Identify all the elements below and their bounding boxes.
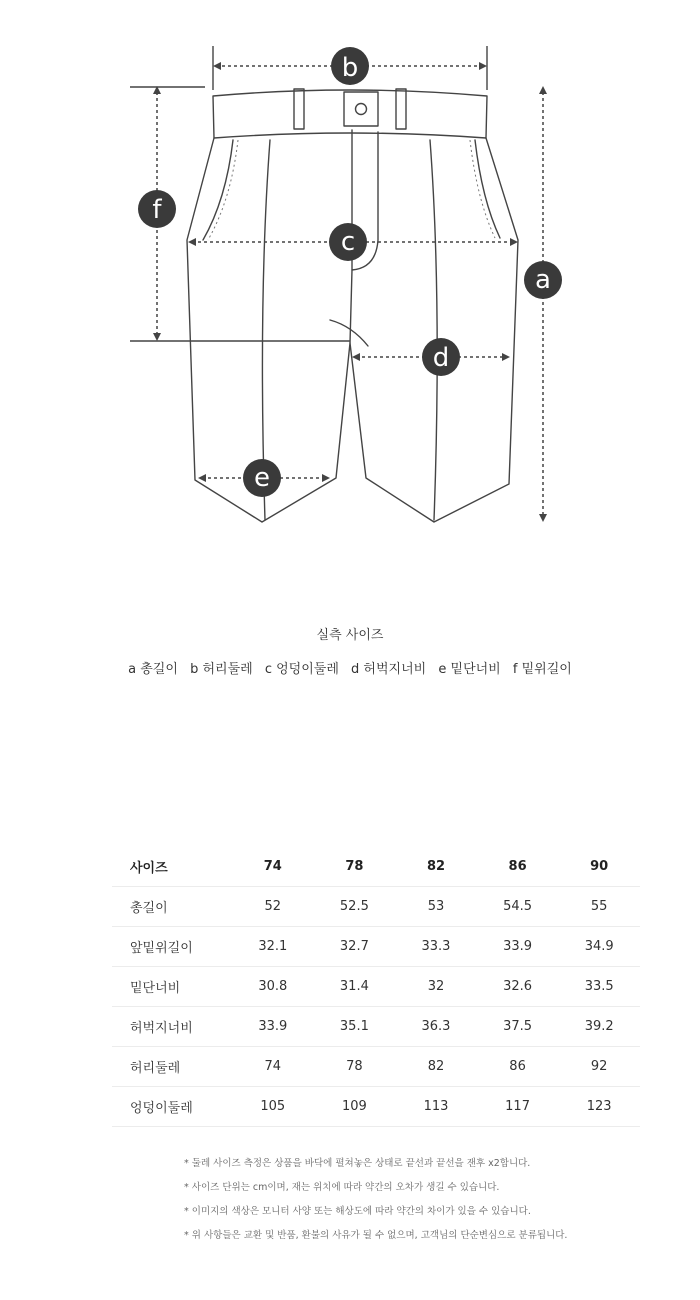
table-row [112,1047,640,1087]
row-label: 허리둘레 [112,1047,232,1087]
table-cell: 32.6 [477,967,559,1007]
shorts-measurement-diagram [0,0,700,560]
note-line: * 사이즈 단위는 cm이며, 재는 위치에 따라 약간의 오차가 생길 수 있습니다. [184,1182,500,1193]
header-size-82: 82 [395,847,477,887]
table-cell: 117 [477,1087,559,1127]
table-cell: 86 [477,1047,559,1087]
size-table [112,847,640,1127]
table-cell: 123 [558,1087,640,1127]
header-size-86: 86 [477,847,559,887]
table-cell: 105 [232,1087,314,1127]
table-cell: 30.8 [232,967,314,1007]
header-size-74: 74 [232,847,314,887]
legend-item-a: a 총길이 [128,662,178,677]
label-c [329,223,367,261]
table-cell: 33.3 [395,927,477,967]
belt-loop-left [294,89,304,129]
table-cell: 36.3 [395,1007,477,1047]
table-cell: 53 [395,887,477,927]
row-label: 허벅지너비 [112,1007,232,1047]
row-label: 앞밑위길이 [112,927,232,967]
table-cell: 31.4 [314,967,396,1007]
note-line: * 위 사항들은 교환 및 반품, 환불의 사유가 될 수 없으며, 고객님의 단순변심으로 분류됩니다. [184,1230,568,1241]
belt-loop-right [396,89,406,129]
table-cell: 82 [395,1047,477,1087]
table-cell: 32.1 [232,927,314,967]
legend-item-b: b 허리둘레 [190,662,253,677]
table-cell: 92 [558,1047,640,1087]
table-cell: 74 [232,1047,314,1087]
table-row [112,927,640,967]
table-cell: 54.5 [477,887,559,927]
table-cell: 35.1 [314,1007,396,1047]
table-cell: 32.7 [314,927,396,967]
crotch-curve [330,320,368,346]
note-line: * 이미지의 색상은 모니터 사양 또는 해상도에 따라 약간의 차이가 있을 수 있습니다. [184,1206,531,1217]
button-tab [344,92,378,126]
table-cell: 52.5 [314,887,396,927]
svg-text:e: e [254,463,270,493]
table-cell: 109 [314,1087,396,1127]
row-label: 총길이 [112,887,232,927]
table-cell: 32 [395,967,477,1007]
table-row [112,887,640,927]
size-notes [184,1152,604,1248]
svg-text:d: d [432,343,450,373]
svg-text:c: c [340,227,356,257]
svg-text:f: f [152,195,162,225]
table-cell: 33.9 [232,1007,314,1047]
table-cell: 33.9 [477,927,559,967]
table-header-row [112,847,640,887]
table-row [112,1007,640,1047]
table-cell: 78 [314,1047,396,1087]
svg-text:b: b [341,53,359,83]
label-f [138,190,176,228]
table-row [112,967,640,1007]
center-seam [350,270,352,343]
header-size-90: 90 [558,847,640,887]
table-cell: 52 [232,887,314,927]
waistband [213,90,487,138]
legend-item-d: d 허벅지너비 [351,662,427,677]
pocket-right [475,140,500,238]
row-label: 엉덩이둘레 [112,1087,232,1127]
table-cell: 39.2 [558,1007,640,1047]
label-a [524,261,562,299]
measurement-caption: 실측 사이즈 [316,628,384,643]
button [356,104,367,115]
table-cell: 37.5 [477,1007,559,1047]
table-cell: 55 [558,887,640,927]
table-row [112,1087,640,1127]
measurement-legend [0,658,700,677]
table-cell: 33.5 [558,967,640,1007]
row-label: 밑단너비 [112,967,232,1007]
label-e [243,459,281,497]
table-cell: 113 [395,1087,477,1127]
header-size: 사이즈 [112,847,232,887]
svg-text:a: a [535,265,551,295]
label-b [331,47,369,85]
label-d [422,338,460,376]
header-size-78: 78 [314,847,396,887]
table-cell: 34.9 [558,927,640,967]
note-line: * 둘레 사이즈 측정은 상품을 바닥에 펼쳐놓은 상태로 끝선과 끝선을 잰후 x2합니다. [184,1158,531,1169]
legend-item-e: e 밑단너비 [438,662,501,677]
legend-item-f: f 밑위길이 [512,662,572,677]
legend-item-c: c 엉덩이둘레 [264,662,339,677]
crease-right [430,140,437,520]
